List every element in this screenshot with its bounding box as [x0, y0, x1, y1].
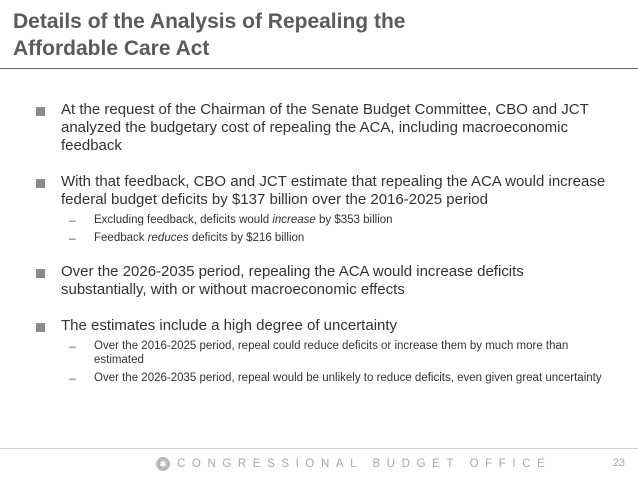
- bullet-text: The estimates include a high degree of uncertainty: [61, 317, 398, 334]
- cbo-seal-icon: ✱: [156, 457, 170, 471]
- bullet-item: [36, 317, 611, 335]
- sub-bullet-text: Excluding feedback, deficits would increase by $353 billion: [94, 214, 393, 226]
- bullet-text: With that feedback, CBO and JCT estimate that repealing the ACA would increase federal budget deficits by $137 billion over the 2016-2025 period: [61, 173, 606, 208]
- sub-bullet-item: [69, 213, 611, 227]
- title-line-2: Affordable Care Act: [13, 37, 210, 60]
- bullet-text: Over the 2026-2035 period, repealing the ACA would increase deficits substantially, with or without macroeconomic effects: [61, 263, 524, 298]
- bullet-square-icon: [36, 323, 45, 332]
- bullet-item: [36, 101, 611, 155]
- sub-bullet-item: [69, 371, 611, 385]
- title-line-1: Details of the Analysis of Repealing the: [13, 10, 406, 33]
- slide-title: [13, 8, 613, 62]
- bullet-text: At the request of the Chairman of the Senate Budget Committee, CBO and JCT analyzed the budgetary cost of repealing the ACA, including macroeconomic feedback: [61, 101, 589, 154]
- org-name: CONGRESSIONAL BUDGET OFFICE: [177, 458, 552, 470]
- dash-icon: –: [69, 371, 76, 385]
- footer-divider: [0, 448, 638, 449]
- bullet-square-icon: [36, 107, 45, 116]
- sub-bullet-item: [69, 231, 611, 245]
- bullet-square-icon: [36, 269, 45, 278]
- bullet-item: [36, 263, 611, 299]
- page-number: 23: [612, 457, 625, 469]
- footer: [0, 455, 638, 475]
- sub-bullet-text: Over the 2016-2025 period, repeal could reduce deficits or increase them by much more than estimated: [94, 340, 569, 366]
- sub-bullet-text: Over the 2026-2035 period, repeal would be unlikely to reduce deficits, even given great uncertainty: [94, 372, 602, 384]
- sub-bullet-item: [69, 339, 611, 367]
- bullet-list: [36, 101, 611, 385]
- bullet-item: [36, 173, 611, 209]
- title-divider: [0, 68, 638, 69]
- bullet-square-icon: [36, 179, 45, 188]
- dash-icon: –: [69, 339, 76, 353]
- dash-icon: –: [69, 231, 76, 245]
- sub-bullet-text: Feedback reduces deficits by $216 billion: [94, 232, 305, 244]
- dash-icon: –: [69, 213, 76, 227]
